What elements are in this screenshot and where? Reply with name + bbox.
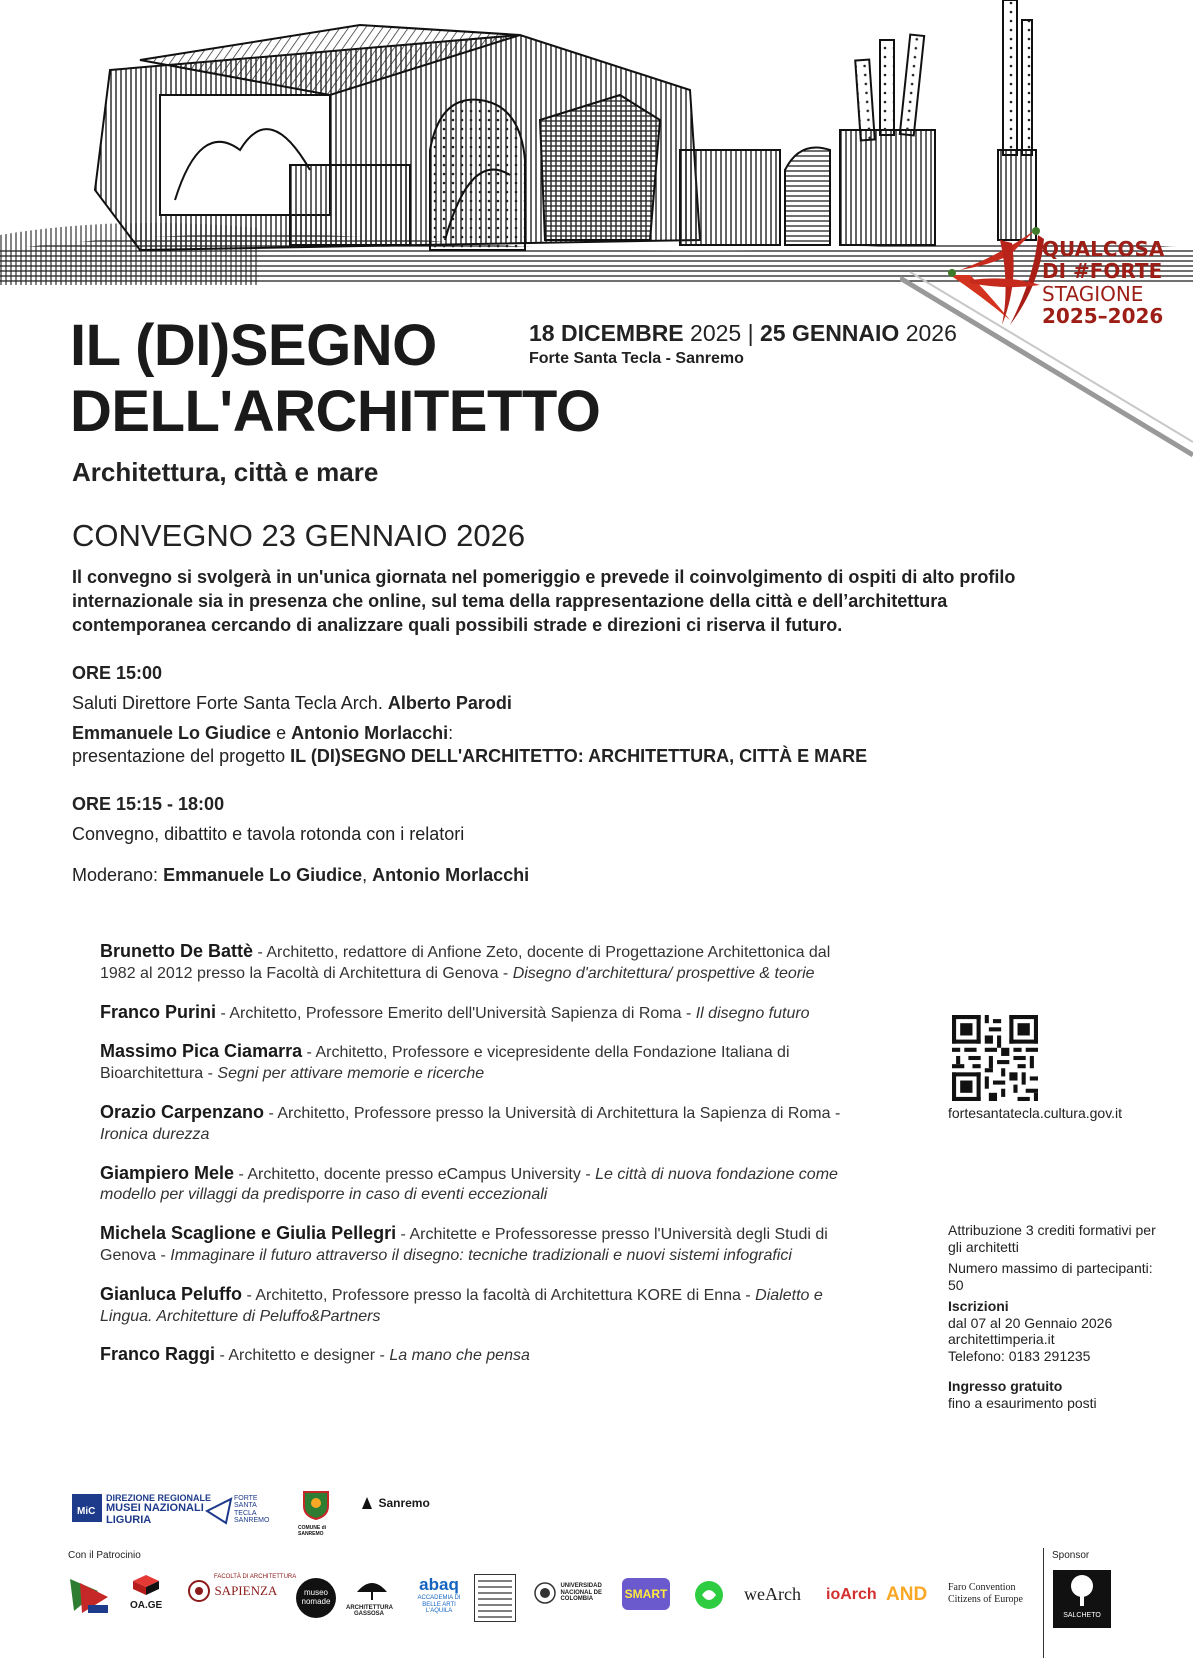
moderano-name-1: Emmanuele Lo Giudice [163, 865, 363, 885]
mic-text [106, 1494, 211, 1527]
iscrizioni-date: dal 07 al 20 Gennaio 2026 [948, 1314, 1113, 1331]
event-dates [529, 320, 957, 347]
brand-line-3: STAGIONE [1042, 281, 1144, 306]
salcheto-logo [1053, 1570, 1111, 1628]
speaker-item [100, 1343, 860, 1367]
crediti-text: Attribuzione 3 crediti formativi per gli architetti [948, 1222, 1156, 1255]
speaker-name: Gianluca Peluffo [100, 1283, 243, 1304]
forte-logo [204, 1496, 234, 1531]
comune-shield-icon [302, 1490, 330, 1520]
tree-icon [1053, 1570, 1111, 1610]
title-line-2: DELL'ARCHITETTO [70, 378, 601, 444]
mic-line-1: DIREZIONE REGIONALE [106, 1493, 212, 1503]
speaker-item [100, 1040, 860, 1085]
speaker-work: La mano che pensa [389, 1347, 530, 1365]
pres-colon: : [448, 723, 454, 743]
speaker-desc: - Architetto, docente presso eCampus University - [234, 1165, 596, 1183]
program-presentazione [72, 722, 867, 769]
forte-triangle-icon [204, 1496, 234, 1526]
pres-title: IL (DI)SEGNO DELL'ARCHITETTO: ARCHITETTURA, CITTÀ E MARE [290, 746, 868, 767]
wearch-logo: weArch [744, 1584, 801, 1604]
brand-line-1: QUALCOSA [1042, 237, 1165, 261]
speaker-work: Disegno d'architettura/ prospettive & teorie [512, 964, 815, 982]
green-circle-icon [694, 1580, 724, 1610]
time-2-label: ORE 15:15 - 18:00 [72, 794, 225, 814]
saluti-name: Alberto Parodi [387, 693, 512, 713]
abaq-sub: ACCADEMIA DI BELLE ARTI L'AQUILA [417, 1595, 461, 1615]
ingresso-label: Ingresso gratuito [948, 1378, 1063, 1395]
speaker-item [100, 1283, 860, 1328]
convegno-label: CONVEGNO [72, 518, 253, 553]
page-subtitle: Architettura, città e mare [72, 457, 379, 487]
telefono: Telefono: 0183 291235 [948, 1347, 1091, 1364]
speaker-work: Dialetto e Lingua. Architetture di Peluffo&Partners [100, 1286, 823, 1325]
patrocinio-logo-1 [68, 1575, 110, 1620]
brand-wordmark [1042, 238, 1164, 328]
saluti-prefix: Saluti Direttore Forte Santa Tecla Arch. [72, 693, 383, 713]
mic-emblem-icon [72, 1494, 102, 1522]
ingresso-note: fino a esaurimento posti [948, 1394, 1097, 1411]
page-title [70, 313, 600, 444]
colombia-seal-icon [534, 1582, 556, 1604]
moderano-name-2: Antonio Morlacchi [372, 865, 530, 885]
green-logo [694, 1580, 724, 1615]
order-logo [474, 1574, 516, 1622]
faro-line-1: Faro Convention [948, 1582, 1016, 1593]
comune-logo [298, 1490, 338, 1537]
ioarch-logo: ioArch [826, 1586, 877, 1603]
speaker-name: Brunetto De Battè [100, 941, 254, 961]
program-moderano [72, 864, 529, 887]
pres-name-2: Antonio Morlacchi [291, 723, 449, 743]
program-convegno-line: Convegno, dibattito e tavola rotonda con i relatori [72, 824, 465, 844]
program-saluti [72, 692, 512, 715]
brand-line-2: DI #FORTE [1042, 259, 1163, 284]
speaker-work: Ironica durezza [100, 1125, 210, 1143]
speaker-item [100, 1222, 860, 1267]
flag-logo-icon [68, 1575, 110, 1615]
oage-text: OA.GE [130, 1600, 163, 1611]
event-venue: Forte Santa Tecla - Sanremo [529, 350, 744, 367]
pres-and: e [276, 723, 287, 743]
faro-logo [948, 1582, 1023, 1605]
moderano-prefix: Moderano: [72, 865, 159, 885]
convegno-intro: Il convegno si svolgerà in un'unica giornata nel pomeriggio e prevede il coinvolgimento di ospiti di alto profilo internazionale sia in presenza che online, sul tema della rappresentazione della città e dell’architettura contemporanea cercando di analizzare quali possibili strade e direzioni ci riserva il futuro. [72, 567, 1016, 635]
speaker-desc: - Architetto, redattore di Anfione Zeto, docente di Progettazione Architettonica dal 1982 al 2012 presso la Facoltà di Architettura di Genova - [100, 944, 831, 982]
forte-line-2: SANTA [234, 1502, 257, 1510]
sapienza-text: SAPIENZA [214, 1583, 278, 1598]
salcheto-text: SALCHETO [1063, 1612, 1101, 1619]
date2-day: 25 GENNAIO [759, 320, 900, 346]
mic-logo [72, 1494, 102, 1527]
speaker-item [100, 1001, 860, 1025]
speaker-desc: - Architette e Professoresse presso l'Università degli Studi di Genova - [100, 1226, 828, 1264]
abaq-text: abaq [419, 1575, 459, 1594]
sapienza-top: FACOLTÀ DI ARCHITETTURA [214, 1574, 297, 1580]
title-line-1: IL (DI)SEGNO [70, 313, 437, 378]
comune-text: COMUNE di SANREMO [298, 1525, 327, 1537]
date-separator: | [747, 320, 754, 346]
time-1-label: ORE 15:00 [72, 663, 163, 683]
speakers-list [100, 940, 860, 1383]
speaker-item [100, 1162, 860, 1207]
gassosa-text: ARCHITETTURA GASSOSA [346, 1605, 393, 1617]
sanremo-text: Sanremo [378, 1495, 430, 1510]
speaker-name: Franco Raggi [100, 1344, 216, 1365]
convegno-heading [72, 518, 525, 554]
forte-line-3: TECLA [234, 1509, 257, 1517]
qr-url[interactable]: fortesantatecla.cultura.gov.it [948, 1105, 1123, 1121]
speaker-work: Immaginare il futuro attraverso il disegno: tecniche tradizionali e nuovi sistemi infografici [170, 1246, 792, 1264]
oage-logo [130, 1575, 162, 1611]
speaker-item [100, 940, 860, 985]
speaker-name: Franco Purini [100, 1001, 217, 1022]
speaker-work: Segni per attivare memorie e ricerche [217, 1065, 485, 1083]
numero-text: Numero massimo di partecipanti: 50 [948, 1260, 1153, 1293]
speaker-name: Massimo Pica Ciamarra [100, 1041, 303, 1062]
iscrizioni-label: Iscrizioni [948, 1298, 1009, 1315]
speaker-name: Orazio Carpenzano [100, 1101, 265, 1122]
iscrizioni-site[interactable]: architettimperia.it [948, 1331, 1055, 1348]
sapienza-seal-icon [188, 1580, 210, 1602]
mic-line-2: MUSEI NAZIONALI [106, 1502, 204, 1515]
speaker-item [100, 1101, 860, 1146]
date1-day: 18 DICEMBRE [529, 320, 684, 346]
patrocinio-label: Con il Patrocinio [68, 1550, 141, 1561]
speaker-desc: - Architetto, Professore Emerito dell'Università Sapienza di Roma - [216, 1004, 696, 1022]
speaker-work: Il disegno futuro [695, 1004, 810, 1022]
date2-year: 2026 [905, 320, 957, 346]
pres-prefix: presentazione del progetto [72, 746, 286, 767]
sapienza-logo [188, 1574, 296, 1602]
forte-line-1: FORTE [234, 1495, 258, 1502]
svg-text:MiC: MiC [77, 1506, 96, 1517]
qr-code-icon[interactable] [952, 1015, 1038, 1101]
faro-line-2: Citizens of Europe [948, 1593, 1023, 1605]
speaker-desc: - Architetto, Professore presso la Università di Architettura la Sapienza di Roma - [264, 1104, 841, 1122]
mic-line-3: LIGURIA [106, 1513, 152, 1526]
program-time-2 [72, 793, 224, 816]
text-grid-icon [475, 1575, 515, 1621]
colombia-logo [534, 1582, 608, 1604]
program-time-1 [72, 662, 162, 685]
umbrella-icon [355, 1578, 389, 1600]
abaq-logo [414, 1575, 464, 1615]
and-logo: AND [886, 1584, 928, 1605]
pres-name-1: Emmanuele Lo Giudice [72, 723, 272, 743]
smart-logo: SMART [622, 1578, 670, 1610]
forte-line-4: SANREMO [234, 1517, 270, 1525]
info-panel [948, 1222, 1168, 1416]
forte-text [234, 1495, 269, 1524]
sponsor-label: Sponsor [1052, 1550, 1090, 1561]
colombia-text: UNIVERSIDAD NACIONAL DE COLOMBIA [560, 1583, 603, 1603]
gassosa-logo [346, 1578, 393, 1617]
speaker-work: Le città di nuova fondazione come modello per villaggi da predisporre in caso di eventi eccezionali [100, 1165, 838, 1204]
speaker-desc: - Architetto, Professore e vicepresidente della Fondazione Italiana di Bioarchitettura - [100, 1044, 790, 1083]
sponsor-separator [1043, 1548, 1044, 1658]
speaker-name: Giampiero Mele [100, 1162, 235, 1183]
convegno-date: 23 GENNAIO 2026 [261, 518, 526, 553]
speaker-name: Michela Scaglione e Giulia Pellegri [100, 1223, 397, 1244]
oage-cube-icon [133, 1575, 159, 1595]
sanremo-logo [360, 1494, 430, 1512]
speaker-desc: - Architetto e designer - [215, 1347, 390, 1365]
date1-year: 2025 [690, 320, 742, 346]
moderano-comma: , [362, 865, 368, 885]
museo-nomade-logo: museo nomade [296, 1578, 336, 1618]
sanremo-icon [360, 1495, 374, 1511]
speaker-desc: - Architetto, Professore presso la facoltà di Architettura KORE di Enna - [242, 1286, 756, 1304]
brand-line-4: 2025–2026 [1042, 304, 1164, 329]
